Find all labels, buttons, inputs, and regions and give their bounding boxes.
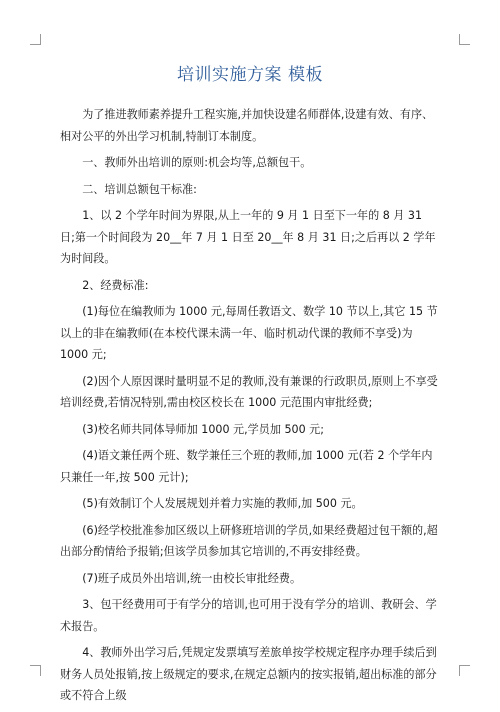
paragraph-intro: 为了推进教师素养提升工程实施,并加快设建名师群体,设建有效、有序、相对公平的外出学习机制,特制订本制度。 — [60, 108, 434, 143]
paragraph-time-period: 1、以 2 个学年时间为界限,从上一年的 9 月 1 日至下一年的 8 月 31 日;第一个时间段为 20__年 7 月 1 日至 20__年 8 月 31 日;之后再以 2 学年为时间段。 — [60, 209, 436, 265]
paragraph-usage: 3、包干经费用可于有学分的培训,也可用于没有学分的培训、教研会、学术报告。 — [60, 598, 437, 633]
corner-mark-bottom-right — [459, 665, 470, 676]
paragraph-item-7: (7)班子成员外出培训,统一由校长审批经费。 — [82, 571, 302, 585]
paragraph-item-1: (1)每位在编教师为 1000 元,每周任教语文、数学 10 节以上,其它 15 节以上的非在编教师(在本校代课未满一年、临时机动代课的教师不享受)为 1000 元; — [60, 305, 438, 361]
paragraph-funding-heading: 2、经费标准: — [82, 278, 149, 292]
corner-mark-bottom-left — [30, 665, 41, 676]
corner-mark-top-left — [30, 34, 41, 45]
corner-mark-top-right — [459, 34, 470, 45]
paragraph-item-4: (4)语文兼任两个班、数学兼任三个班的教师,加 1000 元(若 2 个学年内只兼任一年,按 500 元计); — [60, 449, 433, 484]
document-body — [60, 104, 440, 712]
paragraph-reimbursement: 4、教师外出学习后,凭规定发票填写差旅单按学校规定程序办理手续后到财务人员处报销,按上级规定的要求,在规定总额内的按实报销,超出标准的部分或不符合上级 — [60, 646, 437, 702]
paragraph-standard-heading: 二、培训总额包干标准: — [82, 182, 197, 196]
paragraph-principle: 一、教师外出培训的原则:机会均等,总额包干。 — [82, 156, 312, 169]
paragraph-item-5: (5)有效制订个人发展规划并着力实施的教师,加 500 元。 — [82, 497, 363, 510]
document-title: 培训实施方案 模板 — [177, 65, 323, 85]
paragraph-item-6: (6)经学校批准参加区级以上研修班培训的学员,如果经费超过包干额的,超出部分酌情给予报销;但该学员参加其它培训的,不再安排经费。 — [60, 523, 438, 558]
paragraph-item-3: (3)校名师共同体导师加 1000 元,学员加 500 元; — [82, 422, 324, 436]
paragraph-item-2: (2)因个人原因课时量明显不足的教师,没有兼课的行政职员,原则上不享受培训经费,若情况特别,需由校区校长在 1000 元范围内审批经费; — [60, 374, 438, 409]
